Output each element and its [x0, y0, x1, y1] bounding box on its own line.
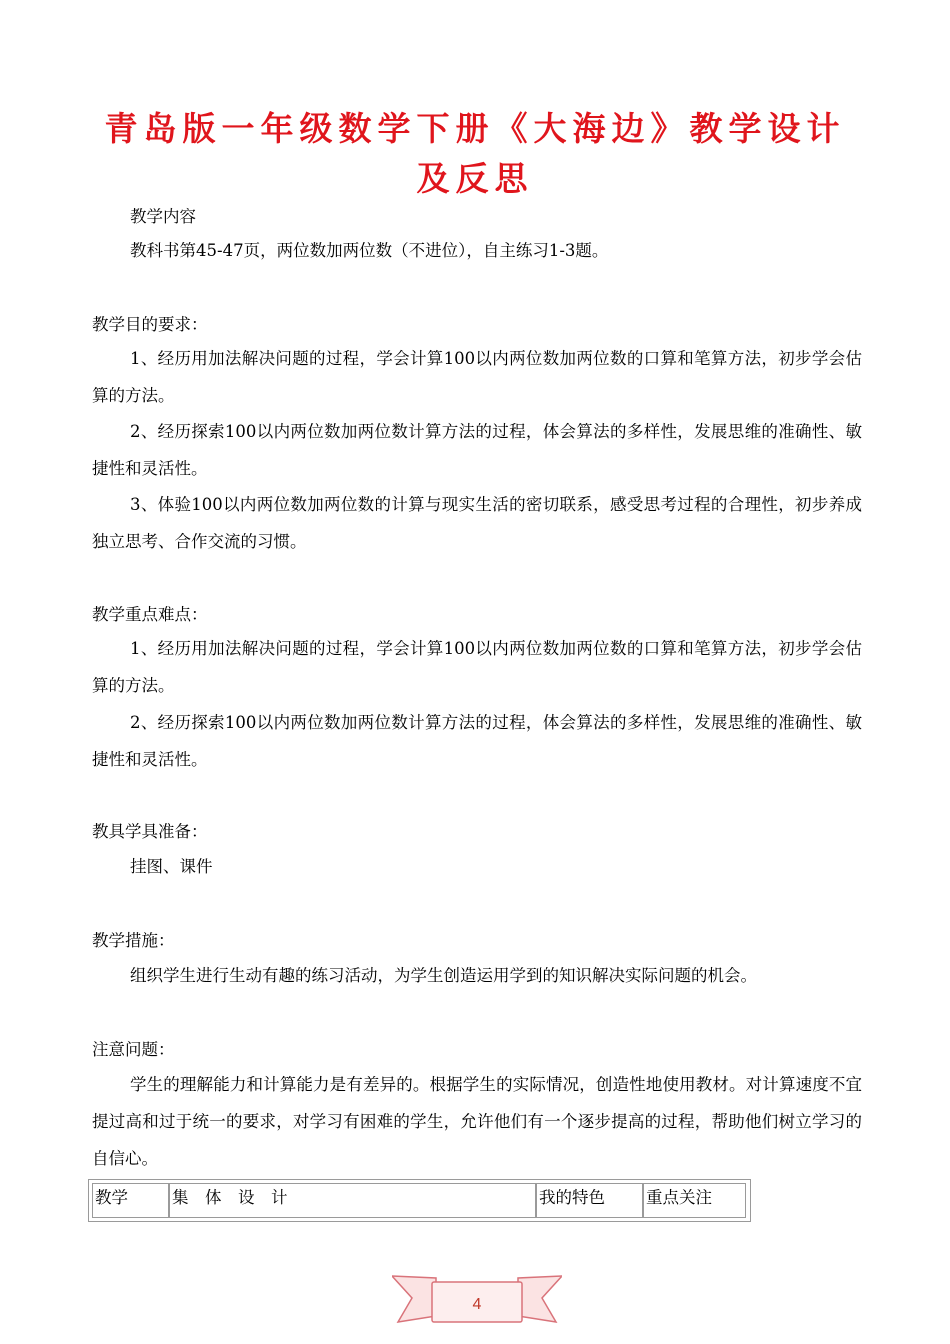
- lesson-plan-table: [88, 1179, 751, 1222]
- keypoint-item: 2、经历探索100以内两位数加两位数计算方法的过程，体会算法的多样性，发展思维的准确性、敏捷性和灵活性。: [92, 713, 862, 769]
- measures-text: 组织学生进行生动有趣的练习活动，为学生创造运用学到的知识解决实际问题的机会。: [130, 966, 757, 985]
- section-heading-measures: 教学措施：: [92, 931, 175, 950]
- section-heading-tools: 教具学具准备：: [92, 822, 208, 841]
- keypoint-item: 1、经历用加法解决问题的过程，学会计算100以内两位数加两位数的口算和笔算方法，初步学会估算的方法。: [92, 639, 862, 695]
- ribbon-banner-icon: [392, 1270, 562, 1330]
- table-header-cell: 教学: [92, 1183, 169, 1218]
- goal-item: 3、体验100以内两位数加两位数的计算与现实生活的密切联系，感受思考过程的合理性，初步养成独立思考、合作交流的习惯。: [92, 495, 862, 551]
- tools-text: 挂图、课件: [130, 857, 213, 876]
- document-title: 青岛版一年级数学下册《大海边》教学设计及反思: [104, 109, 846, 198]
- section-heading-keypoints: 教学重点难点：: [92, 605, 208, 624]
- table-header-cell: 重点关注: [643, 1183, 746, 1218]
- page-number-ribbon: [392, 1270, 562, 1330]
- section-heading-notes: 注意问题：: [92, 1040, 175, 1059]
- goal-item: 2、经历探索100以内两位数加两位数计算方法的过程，体会算法的多样性，发展思维的准确性、敏捷性和灵活性。: [92, 422, 862, 478]
- table-header-cell: 集 体 设 计: [169, 1183, 536, 1218]
- section-heading-goals: 教学目的要求：: [92, 315, 208, 334]
- page-number: 4: [472, 1296, 482, 1313]
- content-text: 教科书第45-47页，两位数加两位数（不进位），自主练习1-3题。: [130, 241, 609, 260]
- notes-text: 学生的理解能力和计算能力是有差异的。根据学生的实际情况，创造性地使用教材。对计算速度不宜提过高和过于统一的要求，对学习有困难的学生，允许他们有一个逐步提高的过程，帮助他们树立学习的自信心。: [92, 1075, 862, 1168]
- goal-item: 1、经历用加法解决问题的过程，学会计算100以内两位数加两位数的口算和笔算方法，初步学会估算的方法。: [92, 349, 862, 405]
- table-header-cell: 我的特色: [536, 1183, 643, 1218]
- section-heading-content: 教学内容: [130, 207, 196, 226]
